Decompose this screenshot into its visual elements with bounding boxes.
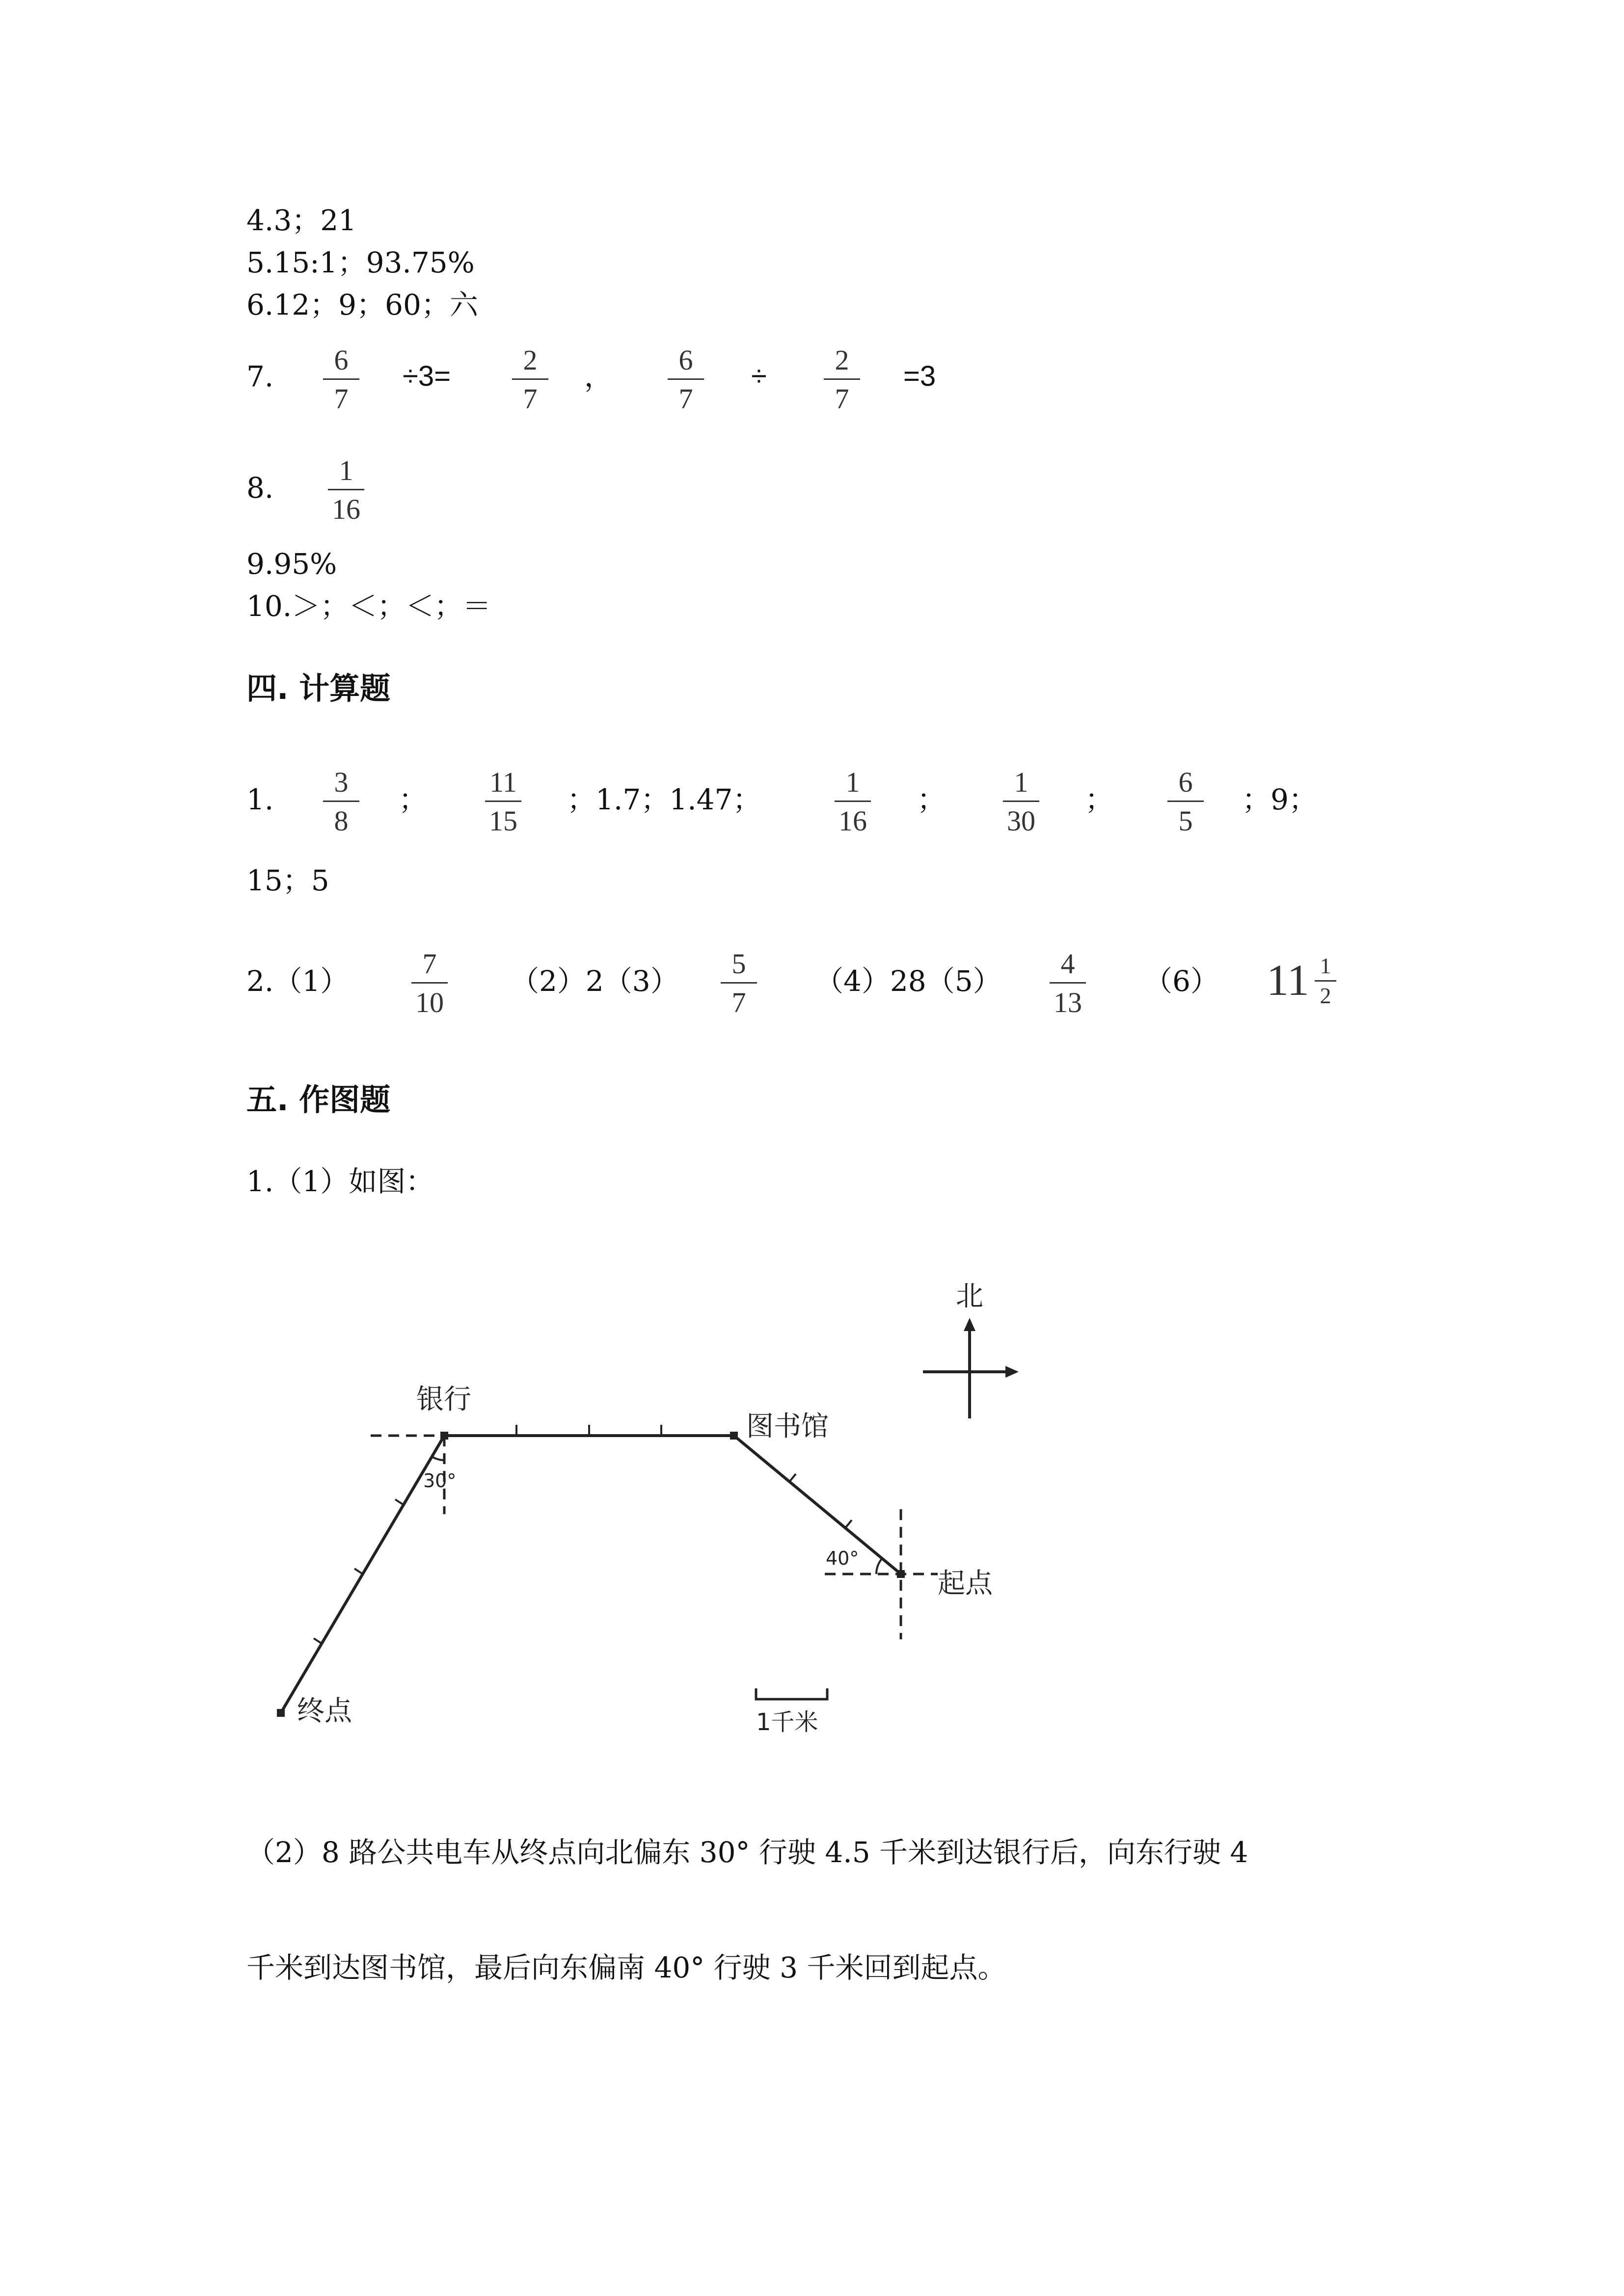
- answer-6: 6.12；9；60；六: [246, 288, 478, 321]
- fraction: 11 15: [476, 768, 530, 835]
- north-label: 北: [956, 1281, 983, 1312]
- scale-bar: [756, 1688, 827, 1699]
- fraction: 6 7: [659, 346, 713, 413]
- section-5-question-1-part-2-line-2: 千米到达图书馆，最后向东偏南 40° 行驶 3 千米回到起点。: [246, 1951, 1006, 1984]
- answer-5: 5.15:1；93.75%: [246, 246, 475, 279]
- answer-9: 9.95%: [246, 547, 337, 581]
- question-2-part-6: （6）: [1144, 964, 1219, 998]
- fraction: 2 7: [503, 346, 557, 413]
- route-tick: [314, 1638, 322, 1644]
- section-5-question-1-part-2-line-1: （2）8 路公共电车从终点向北偏东 30° 行驶 4.5 千米到达银行后，向东行驶 4: [246, 1836, 1248, 1869]
- fraction: 1 16: [826, 768, 880, 835]
- angle-label-start: 40°: [826, 1548, 859, 1569]
- angle-arc-bank: [432, 1457, 444, 1460]
- start-label: 起点: [938, 1568, 993, 1600]
- angle-arc-start: [876, 1558, 882, 1574]
- section-5-title: 五. 作图题: [246, 1082, 391, 1118]
- bank-marker: [440, 1432, 448, 1440]
- fraction: 1 16: [319, 456, 373, 524]
- north-arrow-icon: [964, 1318, 975, 1331]
- route-library-to-start: [734, 1436, 901, 1574]
- question-2-part-4-5: （4）28（5）: [815, 964, 1001, 998]
- inline-values: ；1.7；1.47；: [567, 783, 761, 816]
- route-tick: [845, 1520, 852, 1528]
- answer-7-number: 7.: [246, 360, 274, 393]
- section-5-question-1-intro: 1.（1）如图：: [246, 1165, 434, 1198]
- route-tick: [354, 1569, 363, 1574]
- fraction: 7 10: [403, 950, 457, 1017]
- separator: ；: [1085, 783, 1114, 816]
- question-number: 1.: [246, 783, 274, 816]
- section-4-title: 四. 计算题: [246, 670, 391, 706]
- fraction: 6 7: [314, 346, 368, 413]
- equals: =3: [903, 360, 936, 392]
- scale-label: 1千米: [756, 1709, 818, 1736]
- library-marker: [730, 1432, 738, 1440]
- bank-label: 银行: [416, 1384, 471, 1415]
- library-label: 图书馆: [746, 1411, 829, 1442]
- question-2-part-2-3: （2）2（3）: [511, 964, 679, 998]
- operator: ÷: [751, 360, 767, 392]
- answer-8-number: 8.: [246, 471, 274, 505]
- question-2-part-1: 2.（1）: [246, 964, 349, 998]
- fraction: 4 13: [1041, 950, 1095, 1017]
- end-label: 终点: [297, 1695, 352, 1727]
- fraction: 2 7: [815, 346, 869, 413]
- route-tick: [395, 1499, 404, 1505]
- route-tick: [789, 1474, 796, 1482]
- start-marker: [897, 1570, 905, 1578]
- east-arrow-icon: [1005, 1366, 1019, 1378]
- comma: ，: [584, 360, 613, 393]
- answer-10: 10.＞；＜；＜；＝: [246, 589, 491, 623]
- operator: ÷3=: [403, 360, 451, 392]
- separator: ；: [399, 783, 428, 816]
- fraction: 6 5: [1159, 768, 1213, 835]
- answer-4: 4.3；21: [246, 204, 357, 237]
- end-marker: [277, 1709, 285, 1717]
- fraction: 3 8: [314, 768, 368, 835]
- question-1-line-2: 15；5: [246, 864, 329, 897]
- mixed-number: 11 1 2: [1267, 955, 1350, 1014]
- fraction: 5 7: [712, 950, 766, 1017]
- inline-values: ；9；: [1242, 783, 1317, 816]
- angle-label-bank: 30°: [423, 1470, 457, 1492]
- separator: ；: [917, 783, 946, 816]
- fraction: 1 30: [994, 768, 1048, 835]
